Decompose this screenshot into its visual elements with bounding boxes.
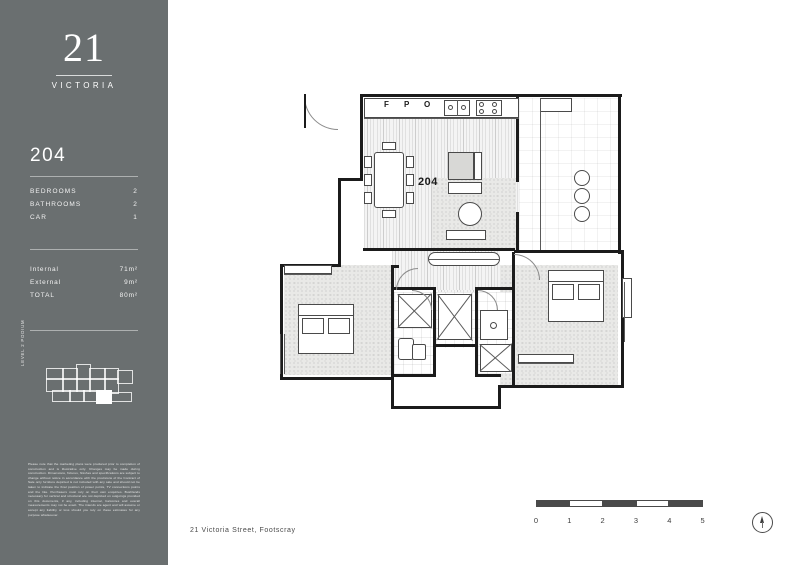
- dining-chair: [382, 210, 396, 218]
- spec-row-car: [30, 211, 138, 224]
- spec-label-car: CAR: [30, 214, 48, 221]
- spec-value-bedrooms: 2: [133, 188, 138, 195]
- burner: [479, 102, 484, 107]
- wall-south-mid: [391, 406, 501, 409]
- keyplan-label: LEVEL 2 PODIUM: [20, 319, 25, 366]
- wall-west-upper: [360, 94, 363, 180]
- north-arrow-icon: [752, 512, 773, 533]
- area-row-total: [30, 289, 138, 302]
- disclaimer-text: Please note that the marketing plans were produced prior to completion of construction and is illustrative only. Changes may be made during construction. Dimensions, fixtures, finishes and specifications are subject to change without notice in accordance with the provisions of the Contract of Sale only furniture depicted is not included with any sale and should not be taken to indicate the final position of power points, TV connections points and the like. Purchasers must rely on their own enquiries. Bushlands necessary for vertical and structural are not depicted on outgoings provided on this documents, if any, including internal, balconies and overall measurements may not be exact. The intends are agent and will assume or accept any liability or loss should you rely on these estimates for any purpose whatsoever.: [28, 462, 140, 517]
- kitchen-bench-edge: [364, 118, 519, 119]
- spec-row-bathrooms: [30, 198, 138, 211]
- wall-south-step-2: [498, 385, 501, 409]
- scale-segment: [569, 500, 602, 507]
- spec-label-bathrooms: BATHROOMS: [30, 201, 82, 208]
- area-row-internal: [30, 263, 138, 276]
- scale-segment: [669, 500, 702, 507]
- wall-mid-east: [514, 250, 624, 253]
- appliance-label-fridge: F: [384, 100, 392, 109]
- logo-number: 21: [63, 25, 105, 70]
- wardrobe-2-line: [284, 274, 332, 275]
- scale-bar: [536, 500, 736, 508]
- wall-bath-south: [394, 374, 436, 377]
- spec-label-bedrooms: BEDROOMS: [30, 188, 77, 195]
- logo-name: VICTORIA: [51, 81, 117, 90]
- wall-ensuite-south: [475, 374, 501, 377]
- brand-logo: [0, 26, 168, 90]
- sofa-chaise: [448, 182, 482, 194]
- keyplan-cell: [117, 370, 133, 384]
- scale-number: 1: [567, 516, 572, 525]
- wall-bath-east: [433, 287, 436, 377]
- entry-door-leaf: [304, 94, 306, 128]
- area-row-external: [30, 276, 138, 289]
- scale-number: 5: [700, 516, 705, 525]
- dining-chair: [406, 174, 414, 186]
- plan-canvas: [168, 0, 800, 565]
- balcony-chair: [574, 206, 590, 222]
- wall-north: [360, 94, 622, 97]
- shower-head-ensuite: [490, 322, 497, 329]
- wall-south-west: [280, 377, 394, 380]
- wardrobe-1: [518, 354, 574, 363]
- entry-door-arc: [304, 96, 338, 130]
- page-title: 204: [30, 145, 67, 166]
- divider-middle: [30, 249, 138, 250]
- wall-south-east: [498, 385, 624, 388]
- wall-bed2-head: [391, 265, 399, 268]
- pillow: [578, 284, 600, 300]
- area-value-external: 9m²: [124, 279, 138, 286]
- scale-number: 0: [533, 516, 539, 525]
- balcony-chair: [574, 170, 590, 186]
- sink-drain-2: [461, 105, 466, 110]
- balcony-edge-line: [540, 98, 541, 250]
- pillow: [302, 318, 324, 334]
- area-label-internal: Internal: [30, 266, 59, 273]
- balcony-planter: [540, 98, 572, 112]
- wall-west-mid: [338, 178, 341, 266]
- dining-chair: [406, 156, 414, 168]
- tv-unit: [446, 230, 486, 240]
- floor-balcony: [519, 98, 621, 250]
- wall-south-step: [391, 377, 394, 409]
- appliance-label-oven: O: [424, 100, 434, 109]
- wall-east-upper: [618, 94, 621, 254]
- island-line: [428, 259, 500, 260]
- bed-1-headboard: [548, 270, 604, 282]
- wall-laundry-south: [433, 344, 475, 347]
- toilet-2: [412, 344, 426, 360]
- dining-chair: [382, 142, 396, 150]
- wall-bed2-east: [391, 265, 394, 377]
- pillow: [552, 284, 574, 300]
- sink-drain: [448, 105, 453, 110]
- scale-segment: [603, 500, 636, 507]
- wall-step-west: [338, 178, 363, 181]
- area-value-total: 80m²: [119, 292, 138, 299]
- area-label-total: TOTAL: [30, 292, 55, 299]
- pillow: [328, 318, 350, 334]
- spec-list: [30, 185, 138, 224]
- window-west-2: [280, 334, 281, 374]
- logo-divider: [56, 75, 112, 76]
- floor-plan: [278, 82, 698, 462]
- dining-chair: [406, 192, 414, 204]
- burner: [492, 102, 497, 107]
- sidebar: [0, 0, 168, 565]
- sink-divider: [457, 100, 458, 116]
- area-value-internal: 71m²: [119, 266, 138, 273]
- burner: [492, 109, 497, 114]
- window-east: [624, 282, 625, 342]
- keyplan-diagram: [20, 319, 144, 412]
- sofa-arm: [474, 152, 482, 180]
- scale-segment: [536, 500, 569, 507]
- wardrobe-1-line: [518, 363, 574, 364]
- keyplan-cell: [110, 392, 132, 402]
- wall-living-hall: [363, 248, 515, 251]
- area-label-external: External: [30, 279, 62, 286]
- spec-value-bathrooms: 2: [133, 201, 138, 208]
- scale-numbers: [530, 516, 742, 528]
- address-label: 21 Victoria Street, Footscray: [190, 527, 296, 534]
- plan-unit-number: 204: [418, 176, 438, 188]
- dining-chair: [364, 156, 372, 168]
- window-west: [284, 334, 285, 374]
- scale-number: 3: [633, 516, 639, 525]
- spec-row-bedrooms: [30, 185, 138, 198]
- scale-number: 2: [600, 516, 605, 525]
- wall-balcony-west-2: [516, 212, 519, 252]
- north-stem: [762, 522, 763, 528]
- area-list: [30, 263, 138, 302]
- dining-chair: [364, 192, 372, 204]
- scale-number: 4: [667, 516, 672, 525]
- sofa-main: [448, 152, 474, 180]
- appliance-label-pantry: P: [404, 100, 413, 109]
- scale-segment: [636, 500, 669, 507]
- divider-top: [30, 176, 138, 177]
- burner: [479, 109, 484, 114]
- door-arc-bedroom-1: [514, 254, 540, 280]
- bed-2-headboard: [298, 304, 354, 316]
- coffee-table: [458, 202, 482, 226]
- wardrobe-2: [284, 265, 332, 274]
- dining-table: [374, 152, 404, 208]
- divider-bottom: [30, 330, 138, 331]
- dining-chair: [364, 174, 372, 186]
- spec-value-car: 1: [133, 214, 138, 221]
- balcony-chair: [574, 188, 590, 204]
